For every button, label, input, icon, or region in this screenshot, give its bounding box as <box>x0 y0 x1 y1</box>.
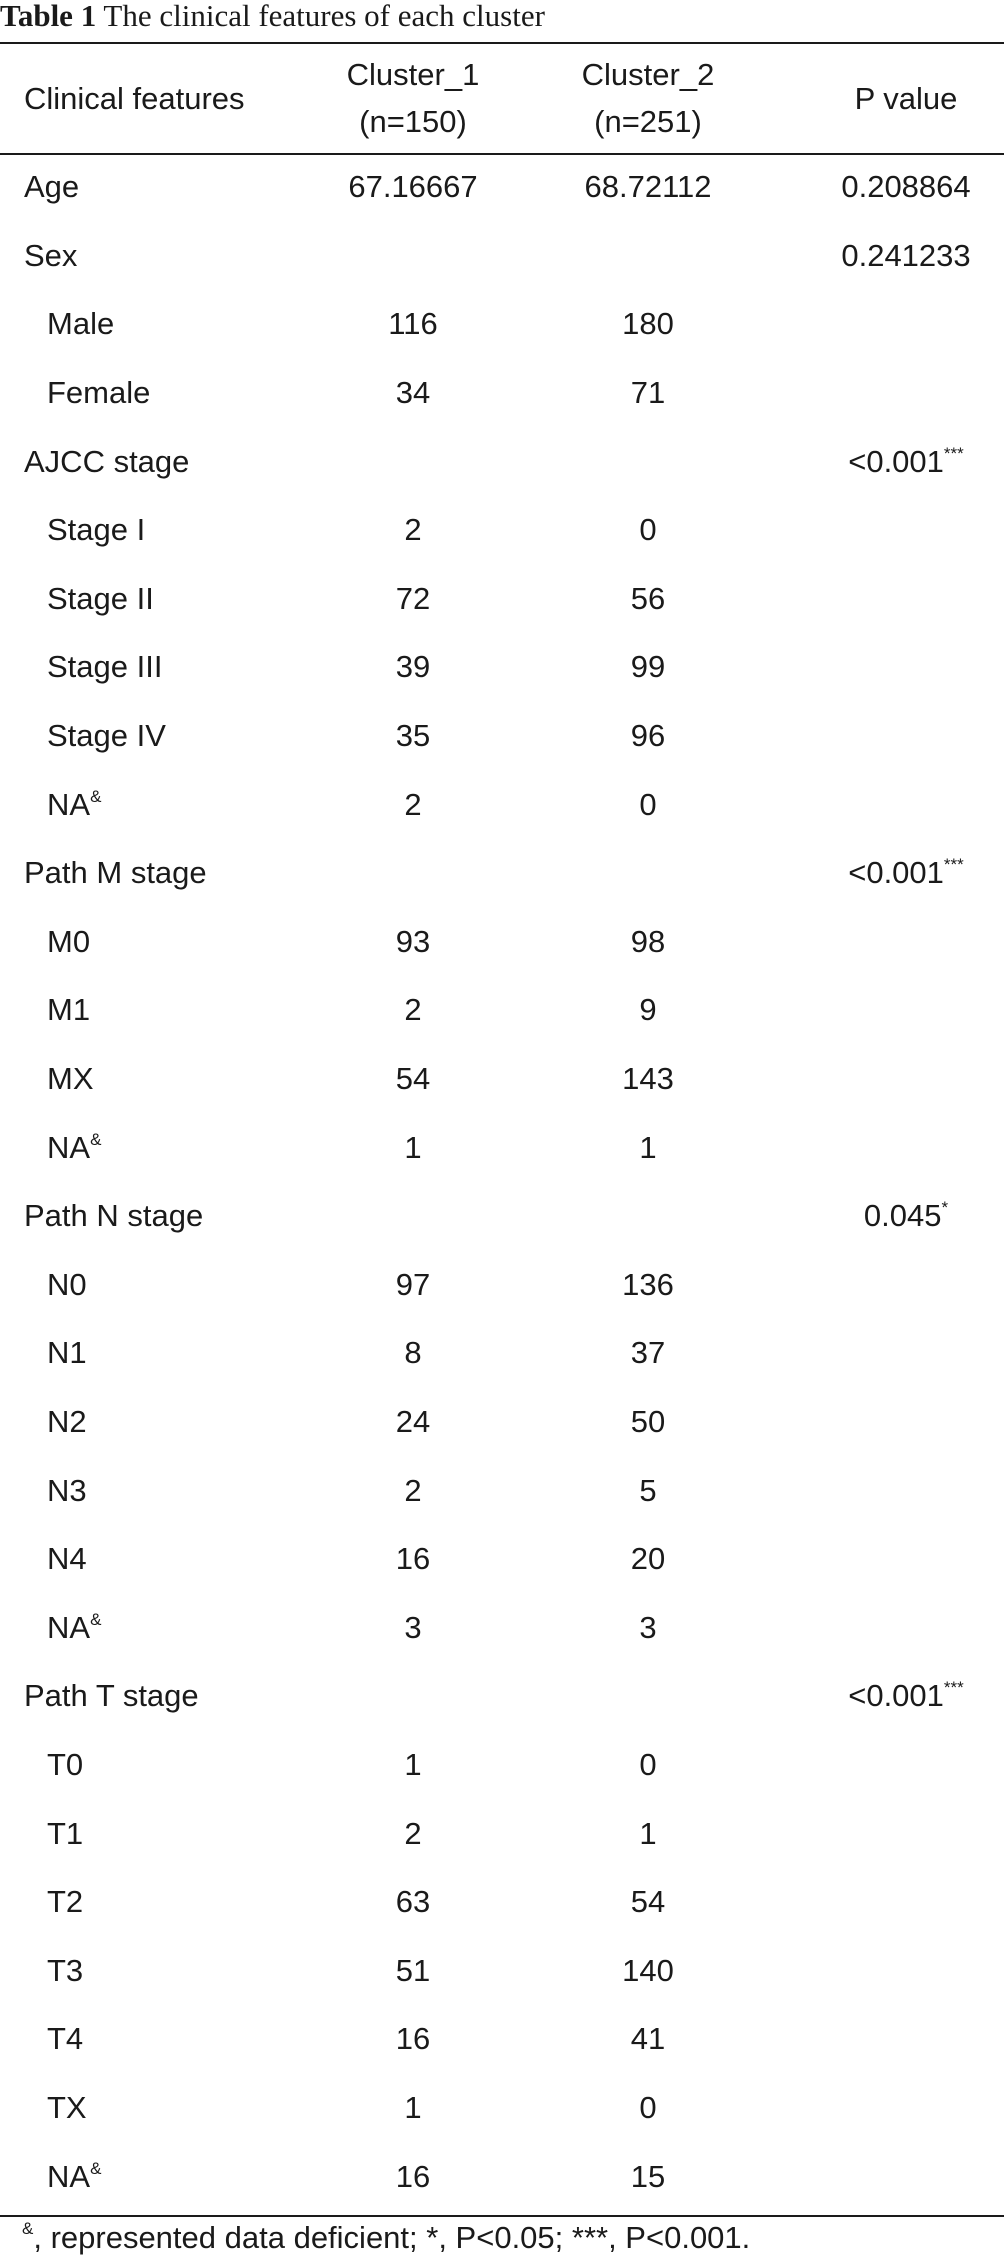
cluster-1-value: 93 <box>395 923 431 959</box>
row-label <box>0 359 318 428</box>
row-label <box>0 2005 318 2074</box>
table-row <box>0 153 1004 222</box>
cluster-1-value: 67.16667 <box>348 169 478 205</box>
missing-data-mark: & <box>90 786 102 806</box>
p-value <box>788 770 1004 839</box>
p-value <box>788 359 1004 428</box>
row-label <box>0 1456 318 1525</box>
p-value-text: <0.001 <box>848 443 944 479</box>
row-label-text: NA <box>47 1129 91 1165</box>
cluster-1-value: 1 <box>404 1746 422 1782</box>
cluster-1-value: 2 <box>404 1815 422 1851</box>
p-value <box>788 2142 1004 2211</box>
row-label-text: Age <box>24 169 80 205</box>
row-label <box>0 770 318 839</box>
cluster-2-value <box>508 222 788 291</box>
p-value <box>788 1113 1004 1182</box>
table-row <box>0 976 1004 1045</box>
row-label <box>0 1388 318 1457</box>
cluster-1-value: 24 <box>395 1403 431 1439</box>
p-value <box>788 1045 1004 1114</box>
cluster-1-value: 2 <box>404 1472 422 1508</box>
table-row <box>0 1113 1004 1182</box>
row-label <box>0 153 318 222</box>
row-label <box>0 1936 318 2005</box>
row-label <box>0 1662 318 1731</box>
table-row <box>0 1182 1004 1251</box>
p-value <box>788 222 1004 291</box>
cluster-1-value: 16 <box>395 2021 431 2057</box>
p-value <box>788 1662 1004 1731</box>
row-label <box>0 1731 318 1800</box>
row-label <box>0 1525 318 1594</box>
p-value-text: 0.241233 <box>841 237 971 273</box>
cluster-2-value: 0 <box>639 786 657 822</box>
row-label <box>0 496 318 565</box>
table-row <box>0 359 1004 428</box>
cluster-1-value: 8 <box>404 1335 422 1371</box>
cluster-1-value: 2 <box>404 512 422 548</box>
missing-data-mark: & <box>90 1609 102 1629</box>
p-value <box>788 1319 1004 1388</box>
row-label-text: Path M stage <box>24 855 207 891</box>
table-title: The clinical features of each cluster <box>103 0 545 33</box>
table-row <box>0 565 1004 634</box>
cluster-1-value: 16 <box>395 1541 431 1577</box>
cluster-2-value: 0 <box>639 512 657 548</box>
cluster-2-value <box>508 1662 788 1731</box>
row-label <box>0 1045 318 1114</box>
row-label <box>0 1113 318 1182</box>
row-label-text: Sex <box>24 237 78 273</box>
cluster-1-value: 1 <box>404 1129 422 1165</box>
table-row <box>0 1525 1004 1594</box>
table-row <box>0 1319 1004 1388</box>
cluster-2-value: 37 <box>630 1335 666 1371</box>
cluster-2-value: 136 <box>622 1266 674 1302</box>
cluster-2-value: 180 <box>622 306 674 342</box>
p-value <box>788 1525 1004 1594</box>
row-label <box>0 1319 318 1388</box>
p-value <box>788 839 1004 908</box>
row-label-text: Female <box>47 375 151 411</box>
cluster-1-value <box>318 222 508 291</box>
row-label-text: Stage I <box>47 512 146 548</box>
cluster-2-value <box>508 839 788 908</box>
row-label-text: MX <box>47 1061 94 1097</box>
row-label <box>0 1799 318 1868</box>
p-value <box>788 1731 1004 1800</box>
footnote-mark: & <box>22 2219 34 2238</box>
p-value <box>788 2074 1004 2143</box>
cluster-1-value: 72 <box>395 580 431 616</box>
row-label-text: N3 <box>47 1472 87 1508</box>
table-row <box>0 633 1004 702</box>
cluster-2-value: 96 <box>630 718 666 754</box>
p-value <box>788 1593 1004 1662</box>
footnote-text: , represented data deficient; *, P<0.05; ***, P<0.001. <box>33 2220 751 2255</box>
row-label-text: NA <box>47 2158 91 2194</box>
clinical-features-table <box>0 43 1004 2211</box>
cluster-2-value: 56 <box>630 580 666 616</box>
header-clinical-features: Clinical features <box>24 80 245 116</box>
missing-data-mark: & <box>90 1129 102 1149</box>
row-label-text: N1 <box>47 1335 87 1371</box>
row-label-text: T3 <box>47 1952 84 1988</box>
table-row <box>0 1251 1004 1320</box>
row-label-text: NA <box>47 1609 91 1645</box>
p-value <box>788 1868 1004 1937</box>
row-label <box>0 1593 318 1662</box>
p-value <box>788 1251 1004 1320</box>
table-row <box>0 2005 1004 2074</box>
cluster-1-value <box>318 1662 508 1731</box>
p-value <box>788 976 1004 1045</box>
cluster-2-value: 68.72112 <box>584 169 712 205</box>
p-value <box>788 702 1004 771</box>
row-label <box>0 565 318 634</box>
header-p-value: P value <box>854 80 958 116</box>
table-row <box>0 1868 1004 1937</box>
cluster-1-value <box>318 839 508 908</box>
table-row <box>0 496 1004 565</box>
header-cluster-1-name: Cluster_1 <box>346 57 480 92</box>
table-row <box>0 908 1004 977</box>
row-label <box>0 1182 318 1251</box>
significance-mark: *** <box>943 1678 964 1698</box>
table-row <box>0 1662 1004 1731</box>
cluster-1-value: 2 <box>404 786 422 822</box>
cluster-2-value: 0 <box>639 2089 657 2125</box>
missing-data-mark: & <box>90 2158 102 2178</box>
cluster-2-value: 3 <box>639 1609 657 1645</box>
header-cluster-1-n: (n=150) <box>359 104 467 139</box>
row-label-text: Stage II <box>47 580 154 616</box>
row-label-text: Male <box>47 306 115 342</box>
row-label <box>0 702 318 771</box>
row-label-text: Path T stage <box>24 1678 199 1714</box>
table-row <box>0 1731 1004 1800</box>
cluster-2-value: 1 <box>639 1815 657 1851</box>
row-label-text: Stage IV <box>47 718 166 754</box>
row-label <box>0 976 318 1045</box>
cluster-1-value: 39 <box>395 649 431 685</box>
row-label <box>0 633 318 702</box>
row-label-text: NA <box>47 786 91 822</box>
row-label-text: AJCC stage <box>24 443 190 479</box>
p-value <box>788 1799 1004 1868</box>
row-label <box>0 2142 318 2211</box>
table-row <box>0 427 1004 496</box>
row-label-text: N2 <box>47 1403 87 1439</box>
table-row <box>0 839 1004 908</box>
header-row <box>0 43 1004 153</box>
cluster-1-value: 3 <box>404 1609 422 1645</box>
cluster-1-value: 54 <box>395 1061 431 1097</box>
significance-mark: *** <box>943 443 964 463</box>
row-label-text: N4 <box>47 1541 87 1577</box>
cluster-1-value: 116 <box>388 306 438 342</box>
row-label-text: TX <box>47 2089 87 2125</box>
p-value-text: 0.045 <box>863 1198 942 1234</box>
cluster-1-value: 1 <box>404 2089 422 2125</box>
header-cluster-1 <box>318 43 508 153</box>
table-row <box>0 1593 1004 1662</box>
p-value <box>788 290 1004 359</box>
table-caption <box>0 0 1004 40</box>
p-value <box>788 1182 1004 1251</box>
cluster-2-value <box>508 427 788 496</box>
cluster-1-value <box>318 1182 508 1251</box>
row-label <box>0 290 318 359</box>
cluster-2-value: 15 <box>630 2158 666 2194</box>
p-value <box>788 633 1004 702</box>
row-label-text: T0 <box>47 1746 84 1782</box>
p-value-text: 0.208864 <box>841 169 971 205</box>
p-value <box>788 496 1004 565</box>
p-value <box>788 1456 1004 1525</box>
row-label-text: T4 <box>47 2021 84 2057</box>
footnote <box>22 2218 1002 2262</box>
table-row <box>0 2142 1004 2211</box>
cluster-2-value: 71 <box>630 375 666 411</box>
row-label-text: N0 <box>47 1266 87 1302</box>
table-row <box>0 290 1004 359</box>
row-label-text: T1 <box>47 1815 84 1851</box>
table-body <box>0 153 1004 2211</box>
cluster-2-value: 99 <box>630 649 666 685</box>
table-row <box>0 1936 1004 2005</box>
cluster-1-value: 2 <box>404 992 422 1028</box>
cluster-1-value: 51 <box>395 1952 431 1988</box>
cluster-2-value: 0 <box>639 1746 657 1782</box>
header-cluster-2-name: Cluster_2 <box>581 57 715 92</box>
p-value <box>788 427 1004 496</box>
cluster-1-value <box>318 427 508 496</box>
cluster-1-value: 16 <box>395 2158 431 2194</box>
header-cluster-2-n: (n=251) <box>594 104 702 139</box>
table-row <box>0 1388 1004 1457</box>
p-value-text: <0.001 <box>848 1678 944 1714</box>
cluster-2-value: 9 <box>639 992 657 1028</box>
cluster-2-value: 1 <box>639 1129 657 1165</box>
row-label <box>0 908 318 977</box>
table-row <box>0 1045 1004 1114</box>
table-row <box>0 1799 1004 1868</box>
row-label <box>0 427 318 496</box>
p-value <box>788 153 1004 222</box>
cluster-2-value: 140 <box>622 1952 674 1988</box>
row-label-text: Path N stage <box>24 1198 204 1234</box>
row-label-text: T2 <box>47 1884 84 1920</box>
cluster-2-value: 41 <box>630 2021 666 2057</box>
cluster-2-value: 20 <box>630 1541 666 1577</box>
table-row <box>0 770 1004 839</box>
p-value-text: <0.001 <box>848 855 944 891</box>
row-label <box>0 2074 318 2143</box>
p-value <box>788 565 1004 634</box>
row-label-text: M1 <box>47 992 91 1028</box>
header-cluster-2 <box>508 43 788 153</box>
row-label <box>0 1251 318 1320</box>
cluster-1-value: 63 <box>395 1884 431 1920</box>
cluster-2-value: 54 <box>630 1884 666 1920</box>
cluster-1-value: 35 <box>395 718 431 754</box>
cluster-2-value: 5 <box>639 1472 657 1508</box>
cluster-1-value: 34 <box>395 375 431 411</box>
row-label <box>0 1868 318 1937</box>
table-row <box>0 1456 1004 1525</box>
significance-mark: *** <box>943 855 964 875</box>
p-value <box>788 2005 1004 2074</box>
p-value <box>788 1936 1004 2005</box>
table-row <box>0 702 1004 771</box>
cluster-2-value <box>508 1182 788 1251</box>
p-value <box>788 1388 1004 1457</box>
row-label-text: Stage III <box>47 649 163 685</box>
row-label <box>0 839 318 908</box>
significance-mark: * <box>941 1198 949 1218</box>
bottom-rule <box>0 2215 1004 2217</box>
row-label-text: M0 <box>47 923 91 959</box>
row-label <box>0 222 318 291</box>
cluster-1-value: 97 <box>395 1266 431 1302</box>
p-value <box>788 908 1004 977</box>
cluster-2-value: 98 <box>630 923 666 959</box>
table-number: Table 1 <box>0 0 97 33</box>
cluster-2-value: 143 <box>622 1061 674 1097</box>
table-row <box>0 222 1004 291</box>
cluster-2-value: 50 <box>630 1403 666 1439</box>
table-row <box>0 2074 1004 2143</box>
